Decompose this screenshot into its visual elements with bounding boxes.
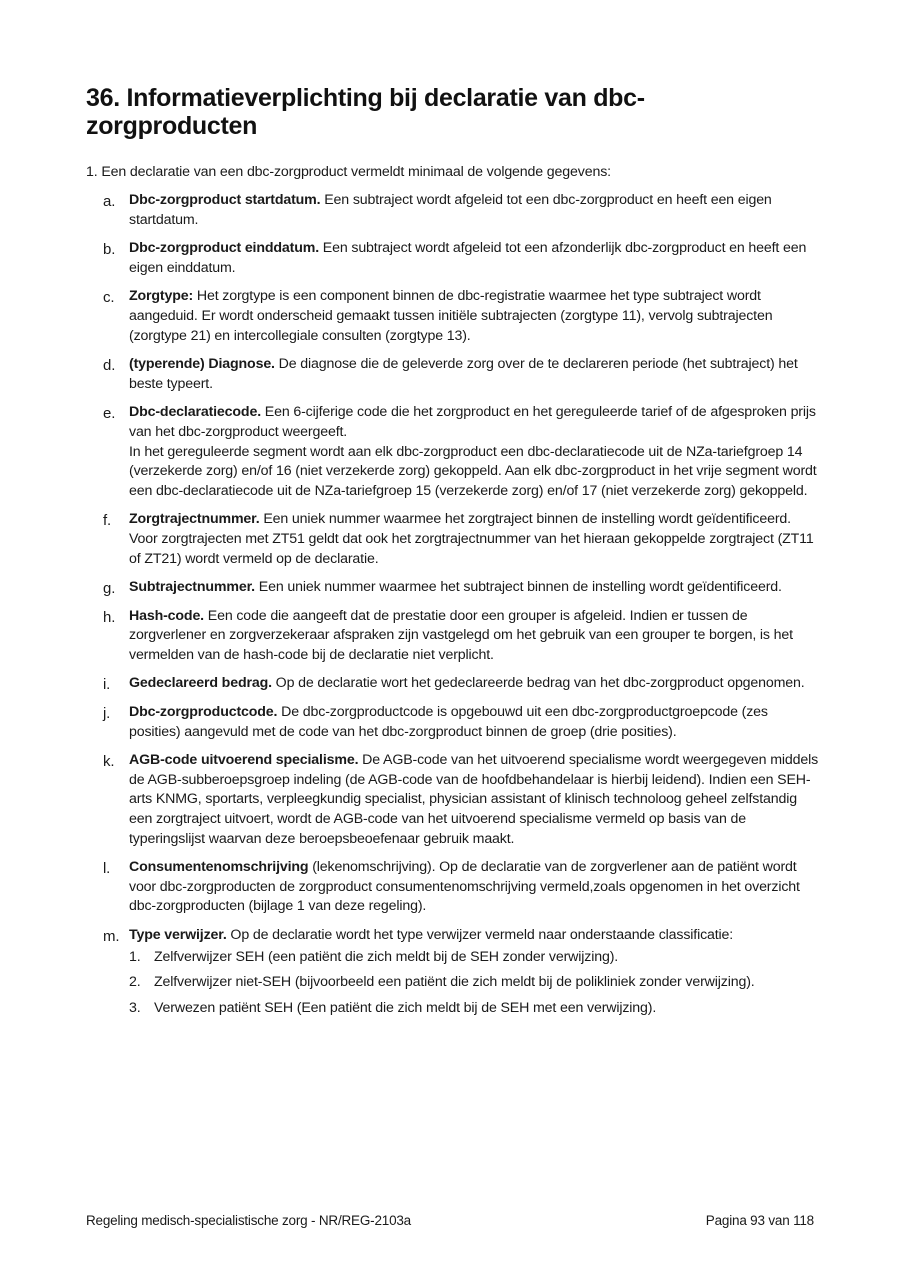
item-text: Een uniek nummer waarmee het zorgtraject binnen de instelling wordt geïdentificeerd. Voor zorgtrajecten met ZT51 geldt dat ook het zorgtrajectnummer van het hieraan gekoppelde zorgtraject (ZT11 of ZT21) wordt vermeld op de declaratie. — [129, 511, 814, 567]
list-marker: b. — [103, 241, 116, 259]
sub-list-text: Zelfverwijzer niet-SEH (bijvoorbeeld een patiënt die zich meldt bij de polikliniek zonder verwijzing). — [154, 974, 755, 991]
list-item-j — [103, 703, 823, 742]
list-marker: j. — [103, 705, 111, 723]
item-text: Op de declaratie wort het gedeclareerde bedrag van het dbc-zorgproduct opgenomen. — [271, 675, 805, 692]
item-term: AGB-code uitvoerend specialisme. — [129, 752, 359, 769]
item-text: De dbc-zorgproductcode is opgebouwd uit een dbc-zorgproductgroepcode (zes posities) aangevuld met de code van het dbc-zorgproduct binnen de groep (drie posities). — [129, 704, 768, 740]
list-marker: i. — [103, 676, 111, 694]
item-text: Een code die aangeeft dat de prestatie door een grouper is afgeleid. Indien er tussen de zorgverlener en zorgverzekeraar afspraken zijn vastgelegd om het gebruik van een grouper te borgen, is het vermelden van de hash-code bij de declaratie niet verplicht. — [129, 607, 793, 663]
item-term: Zorgtrajectnummer. — [129, 511, 260, 528]
referrer-type-list — [129, 948, 823, 1019]
list-item-b — [103, 239, 823, 278]
list-item-c — [103, 287, 823, 346]
list-marker: g. — [103, 580, 116, 598]
sub-list-item — [129, 973, 823, 993]
list-item-k — [103, 751, 823, 849]
sub-list-number: 3. — [129, 999, 141, 1016]
sub-list-text: Verwezen patiënt SEH (Een patiënt die zich meldt bij de SEH met een verwijzing). — [154, 999, 657, 1016]
list-marker: f. — [103, 512, 112, 530]
intro-paragraph: 1. Een declaratie van een dbc-zorgproduct vermeldt minimaal de volgende gegevens: — [86, 164, 611, 180]
list-marker: m. — [103, 928, 120, 945]
list-marker: l. — [103, 860, 111, 878]
item-term: Dbc-zorgproduct einddatum. — [129, 240, 319, 257]
requirements-list — [103, 191, 823, 1027]
list-item-a — [103, 191, 823, 230]
item-text: Op de declaratie wordt het type verwijzer vermeld naar onderstaande classificatie: — [226, 927, 734, 943]
item-term: Zorgtype: — [129, 288, 194, 305]
list-marker: d. — [103, 357, 116, 375]
list-item-f — [103, 510, 823, 569]
sub-list-number: 1. — [129, 948, 141, 965]
item-term: Subtrajectnummer. — [129, 579, 255, 596]
item-text: Een subtraject wordt afgeleid tot een dbc-zorgproduct en heeft een eigen startdatum. — [129, 192, 772, 228]
sub-list-item — [129, 999, 823, 1019]
list-item-h — [103, 607, 823, 666]
sub-list-number: 2. — [129, 974, 141, 991]
item-text: Het zorgtype is een component binnen de dbc-registratie waarmee het type subtraject wordt aangeduid. Er wordt onderscheid gemaakt tussen initiële subtrajecten (zorgtype 11), vervolg subtrajecten (zorgtype 21) en intercollegiale consulten (zorgtype 13). — [129, 288, 773, 344]
list-marker: h. — [103, 608, 116, 626]
list-marker: k. — [103, 753, 115, 771]
list-item-e — [103, 403, 823, 501]
item-term: Hash-code. — [129, 607, 204, 624]
item-text: De diagnose die de geleverde zorg over de te declareren periode (het subtraject) het beste typeert. — [129, 356, 798, 392]
item-text: De AGB-code van het uitvoerend specialisme wordt weergegeven middels de AGB-subberoepsgroep indeling (de AGB-code van de hoofdbehandelaar is hierbij leidend). Indien een SEH-arts KNMG, sportarts, verpleegkundig specialist, physician assistant of klinisch technoloog geheel zelfstandig een zorgtraject uitvoert, wordt de AGB-code van het uitvoerend specialisme vermeld op basis van de typeringslijst waarvan deze beroepsbeoefenaar gebruik maakt. — [129, 752, 819, 847]
item-term: Type verwijzer. — [129, 927, 227, 943]
footer-page-number: Pagina 93 van 118 — [705, 1213, 814, 1228]
list-marker: c. — [103, 289, 115, 307]
item-term: Dbc-declaratiecode. — [129, 404, 261, 421]
item-text: Een uniek nummer waarmee het subtraject binnen de instelling wordt geïdentificeerd. — [254, 579, 782, 596]
item-term: Gedeclareerd bedrag. — [129, 675, 272, 692]
list-item-m — [103, 926, 823, 1018]
list-item-l — [103, 858, 823, 917]
list-marker: e. — [103, 405, 116, 423]
list-marker: a. — [103, 193, 116, 210]
item-term: Dbc-zorgproductcode. — [129, 704, 278, 721]
list-item-d — [103, 355, 823, 394]
item-term: (typerende) Diagnose. — [129, 356, 275, 373]
sub-list-text: Zelfverwijzer SEH (een patiënt die zich meldt bij de SEH zonder verwijzing). — [154, 948, 619, 965]
footer-document-title: Regeling medisch-specialistische zorg - NR/REG-2103a — [86, 1213, 411, 1228]
item-text: Een 6-cijferige code die het zorgproduct en het gereguleerde tarief of de afgesproken prijs van het dbc-zorgproduct weergeeft. — [129, 404, 816, 440]
item-text-continued: In het gereguleerde segment wordt aan elk dbc-zorgproduct een dbc-declaratiecode uit de NZa-tariefgroep 14 (verzekerde zorg) en/of 16 (niet verzekerde zorg) gekoppeld. Aan elk dbc-zorgproduct in het vrije segment wordt een dbc-declaratiecode uit de NZa-tariefgroep 15 (verzekerde zorg) en/of 17 (niet verzekerde zorg) gekoppeld. — [129, 443, 817, 499]
item-text: (lekenomschrijving). Op de declaratie van de zorgverlener aan de patiënt wordt voor dbc-zorgproducten de zorgproduct consumentenomschrijving vermeld,zoals opgenomen in het overzicht dbc-zorgproducten (bijlage 1 van deze regeling). — [129, 859, 800, 915]
item-term: Consumentenomschrijving — [129, 859, 309, 876]
item-term: Dbc-zorgproduct startdatum. — [129, 192, 321, 208]
list-item-g — [103, 578, 823, 598]
page-title: 36. Informatieverplichting bij declaratie van dbc-zorgproducten — [86, 84, 645, 140]
list-item-i — [103, 674, 823, 694]
sub-list-item — [129, 948, 823, 968]
item-text: Een subtraject wordt afgeleid tot een afzonderlijk dbc-zorgproduct en heeft een eigen einddatum. — [129, 240, 807, 276]
